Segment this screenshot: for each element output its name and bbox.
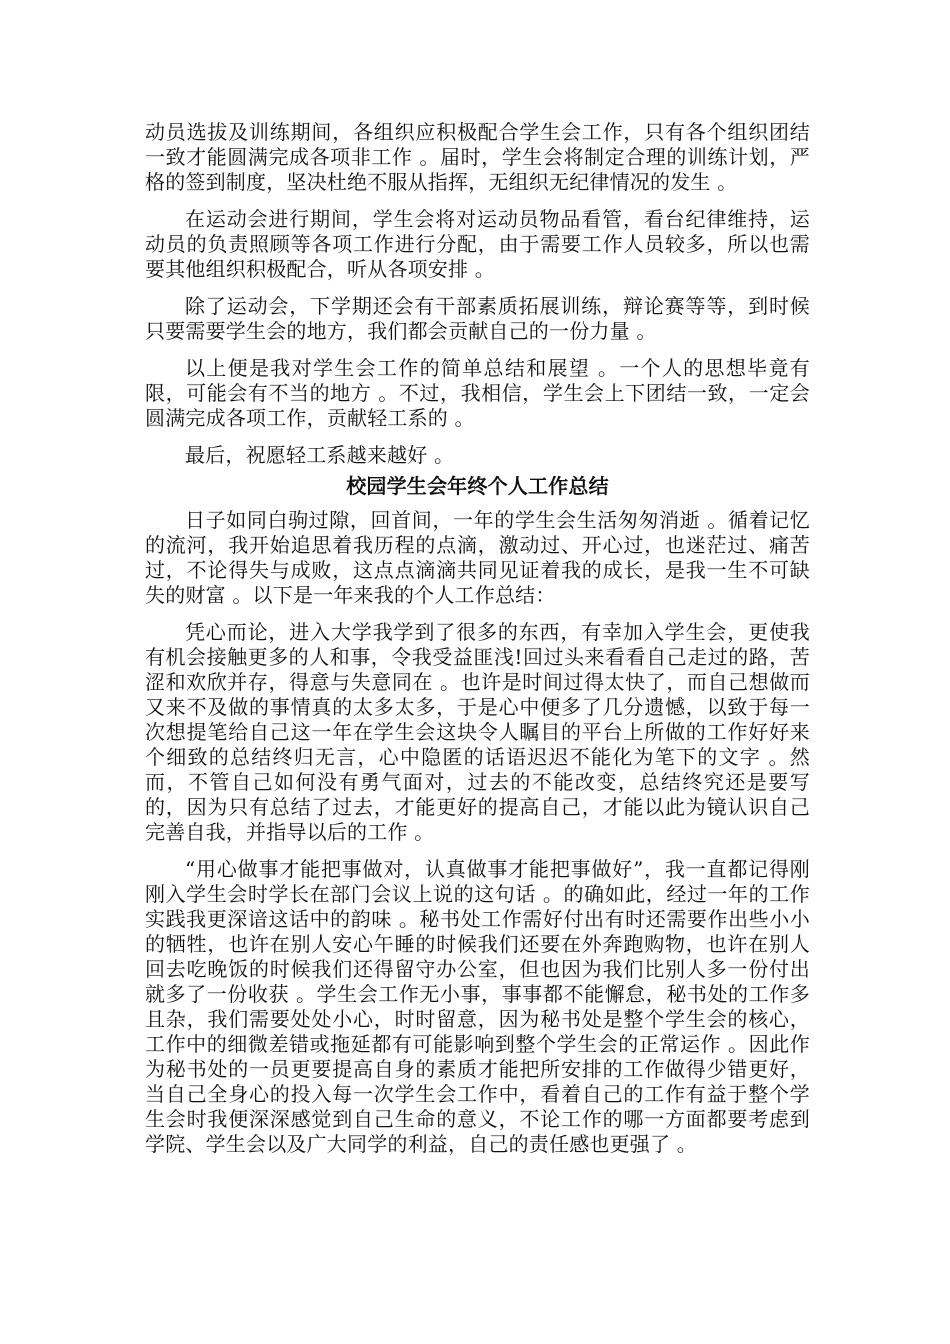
paragraph: 以上便是我对学生会工作的简单总结和展望 。一个人的思想毕竟有限，可能会有不当的地方 。不过，我相信，学生会上下团结一致，一定会圆满完成各项工作，贡献轻工系的 。 <box>145 356 810 430</box>
paragraph-continuation: 动员选拔及训练期间，各组织应积极配合学生会工作，只有各个组织团结一致才能圆满完成各项非工作 。届时，学生会将制定合理的训练计划，严格的签到制度，坚决杜绝不服从指挥，无组织无纪律情况的发生 。 <box>145 120 810 194</box>
paragraph: 凭心而论，进入大学我学到了很多的东西，有幸加入学生会，更使我有机会接触更多的人和事，令我受益匪浅!回过头来看看自己走过的路，苦涩和欢欣并存，得意与失意同在 。也许是时间过得太快了，而自己想做而又来不及做的事情真的太多太多，于是心中便多了几分遗憾，以致于每一次想提笔给自己这一年在学生会这块令人瞩目的平台上所做的工作好好来个细致的总结终归无言，心中隐匿的话语迟迟不能化为笔下的文字 。然而，不管自己如何没有勇气面对，过去的不能改变，总结终究还是要写的，因为只有总结了过去，才能更好的提高自己，才能以此为镜认识自己完善自我，并指导以后的工作 。 <box>145 620 810 844</box>
document-page <box>145 120 810 1169</box>
paragraph: 在运动会进行期间，学生会将对运动员物品看管，看台纪律维持，运动员的负责照顾等各项工作进行分配，由于需要工作人员较多，所以也需要其他组织积极配合，听从各项安排 。 <box>145 207 810 281</box>
paragraph: “用心做事才能把事做对，认真做事才能把事做好”，我一直都记得刚刚入学生会时学长在部门会议上说的这句话 。的确如此，经过一年的工作实践我更深谙这话中的韵味 。秘书处工作需好付出有时还需要作出些小小的牺牲，也许在别人安心午睡的时候我们还要在外奔跑购物，也许在别人回去吃晚饭的时候我们还得留守办公室，但也因为我们比别人多一份付出就多了一份收获 。学生会工作无小事，事事都不能懈怠，秘书处的工作多且杂，我们需要处处小心，时时留意，因为秘书处是整个学生会的核心，工作中的细微差错或拖延都有可能影响到整个学生会的正常运作 。因此作为秘书处的一员更要提高自身的素质才能把所安排的工作做得少错更好，当自己全身心的投入每一次学生会工作中，看着自己的工作有益于整个学生会时我便深深感觉到自己生命的意义，不论工作的哪一方面都要考虑到学院、学生会以及广大同学的利益，自己的责任感也更强了 。 <box>145 857 810 1156</box>
paragraph: 除了运动会，下学期还会有干部素质拓展训练，辩论赛等等，到时候只要需要学生会的地方，我们都会贡献自己的一份力量 。 <box>145 294 810 343</box>
section-title: 校园学生会年终个人工作总结 <box>346 474 609 498</box>
paragraph-closing: 最后，祝愿轻工系越来越好 。 <box>185 443 455 467</box>
paragraph: 日子如同白驹过隙，回首间，一年的学生会生活匆匆消逝 。循着记忆的流河，我开始追思着我历程的点滴，激动过、开心过，也迷茫过、痛苦过，不论得失与成败，这点点滴滴共同见证着我的成长，是我一生不可缺失的财富 。以下是一年来我的个人工作总结： <box>145 508 810 607</box>
